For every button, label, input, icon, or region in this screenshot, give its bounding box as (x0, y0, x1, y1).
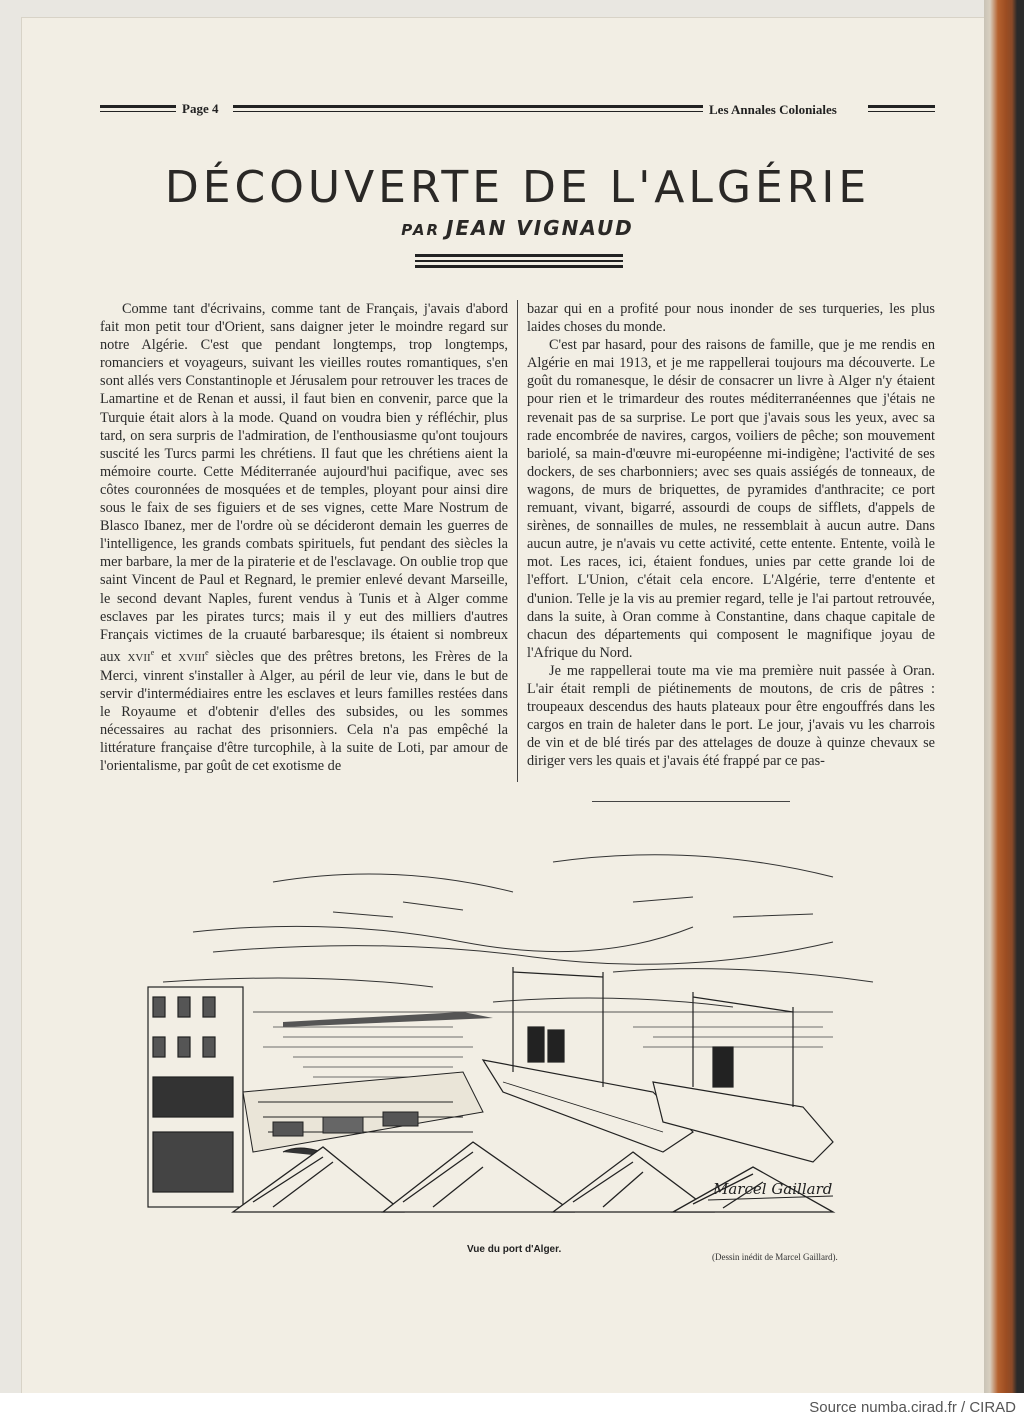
header-rule-left-thin (100, 111, 176, 112)
century-numeral: XVIII (178, 651, 206, 664)
paragraph: bazar qui en a profité pour nous inonder de ses turqueries, les plus laides choses du monde. (527, 301, 935, 336)
illustration-credit: (Dessin inédit de Marcel Gaillard). (712, 1252, 838, 1262)
ordinal-suffix: e (150, 647, 155, 657)
steamship-left (483, 967, 693, 1152)
article-title: DÉCOUVERTE DE L'ALGÉRIE (164, 162, 871, 213)
source-credit: Source numba.cirad.fr / CIRAD (809, 1399, 1016, 1416)
title-rule-1 (415, 254, 623, 257)
paragraph-text: et (154, 648, 179, 665)
page-number: Page 4 (182, 101, 219, 116)
paragraph-text: Comme tant d'écrivains, comme tant de Français, j'avais d'abord fait mon petit tour d'Orient, sans daigner jeter le moindre regard sur notre Algérie. C'est que pendant longtemps, trop longtemps, romanciers et voyageurs, suivant les vieilles routes romantiques, s'en sont allés vers Constantinople et Jérusalem pour retrouver les traces de Lamartine et de Renan et aussi, il faut bien en convenir, parce que la Turquie était alors à la mode. Quand on voudra bien y réfléchir, plus tard, on sera surpris de l'admiration, de l'enthousiasme qu'ont toujours suscité les Turcs parmi les chrétiens. Il faut que les chrétiens aient la mémoire courte. Cette Méditerranée aujourd'hui pacifique, avec ses côtes couronnées de mosquées et de temples, ployant pour ainsi dire sous le faix de ses figuiers et de ses vignes, cette Mare Nostrum de Blasco Ibanez, mer de l'ordre où se décideront demain les guerres de l'intelligence, les grands combats spirituels, fut pendant des siècles la mer barbare, la mer de la piraterie et de l'esclavage. On oublie trop que saint Vincent de Paul et Regnard, le premier enlevé devant Marseille, le second devant Naples, furent vendus à Tunis et à Alger comme esclaves par les pirates turcs; mais il y eut des milliers d'autres Français victimes de la cruauté barbaresque; ils étaient si nombreux aux (100, 301, 508, 665)
paragraph-text: siècles que des prêtres bretons, les Frères de la Merci, vinrent s'installer à Alger, au péril de leur vie, dans le but de servir d'intermédiaires entre les esclaves et leurs familles restées dans le Royaume et d'obtenir d'elles des subsides, ou les sommes nécessaires au rachat des prisonniers. Cela n'a pas empêché la littérature française d'être turcophile, à la suite de Loti, par amour de l'orientalisme, par goût de cet exotisme de (100, 648, 509, 775)
header-rule-left-thick (100, 105, 176, 108)
column-divider (517, 300, 518, 782)
harbour-quays (243, 1072, 483, 1157)
title-rule-2 (415, 260, 623, 262)
publication-name: Les Annales Coloniales (709, 102, 837, 117)
paragraph (100, 300, 508, 775)
ordinal-suffix: e (205, 647, 209, 657)
running-header (100, 100, 935, 120)
century-numeral: XVII (127, 651, 151, 664)
paragraph: C'est par hasard, pour des raisons de famille, que je me rendis en Algérie en mai 1913, et je me rappellerai toujours ma découverte. Le goût du romanesque, le désir de consacrer un livre à Alger n'y étaient pour rien et le trimardeur des routes méditerranéennes que j'étais ne revenait pas de sa surprise. Le port que j'avais sous les yeux, avec sa rade encombrée de navires, cargos, voiliers de pêche; son mouvement bariolé, sa main-d'œuvre mi-européenne mi-indigène; l'activité de ses dockers, de ses charbonniers; avec ses quais assiégés de tonneaux, de wagons, de murs de briquettes, de pyramides d'anthracite; ce port remuant, vivant, bigarré, assourdi de coups de sifflets, d'appels de sirènes, de sonnailles de mules, ne ressemblait à aucun autre. Dans aucun autre, je n'avais vu cette activité, cette entente. Entente, voilà le mot. Les races, ici, étaient fondues, unies par cette grande loi de l'effort. L'Union, c'était cela encore. L'Algérie, terre d'entente et d'union. Telle je la vis au premier regard, telle je l'ai partout retrouvée, dans la suite, à Oran comme à Constantine, dans chaque capitale de chacun des départements qui composent le magnifique joyau de l'Afrique du Nord. (527, 337, 935, 661)
foreground-roofs (233, 1142, 833, 1212)
illustration-caption: Vue du port d'Alger. (467, 1244, 562, 1255)
paragraph: Je me rappellerai toute ma vie ma première nuit passée à Oran. L'air était rempli de piétinements de moutons, de cris de pâtres : troupeaux descendus des hauts plateaux pour être engouffrés dans les cargos en train de haleter dans le port. Le jour, j'avais vu les charrois de vin et de blé tirés par des attelages de douze à quinze chevaux se diriger vers les quais et j'avais été frappé par ce pas- (527, 662, 935, 770)
header-rule-middle-thin (233, 111, 703, 112)
article-byline (100, 216, 935, 240)
section-rule (592, 801, 790, 802)
article-column-right (527, 300, 935, 770)
byline-prefix: PAR (401, 221, 440, 239)
header-rule-right-thin (868, 111, 935, 112)
breakwater (283, 1012, 493, 1027)
binding-edge (984, 0, 1024, 1393)
sky-clouds (163, 855, 873, 1007)
harbour-illustration (133, 822, 903, 1242)
city-buildings (148, 987, 243, 1207)
header-rule-right-thick (868, 105, 935, 108)
article-column-left (100, 300, 508, 775)
title-rule-3 (415, 265, 623, 268)
artist-signature: Marcel Gaillard (713, 1180, 833, 1198)
author-name: JEAN VIGNAUD (446, 216, 634, 240)
header-rule-middle-thick (233, 105, 703, 108)
